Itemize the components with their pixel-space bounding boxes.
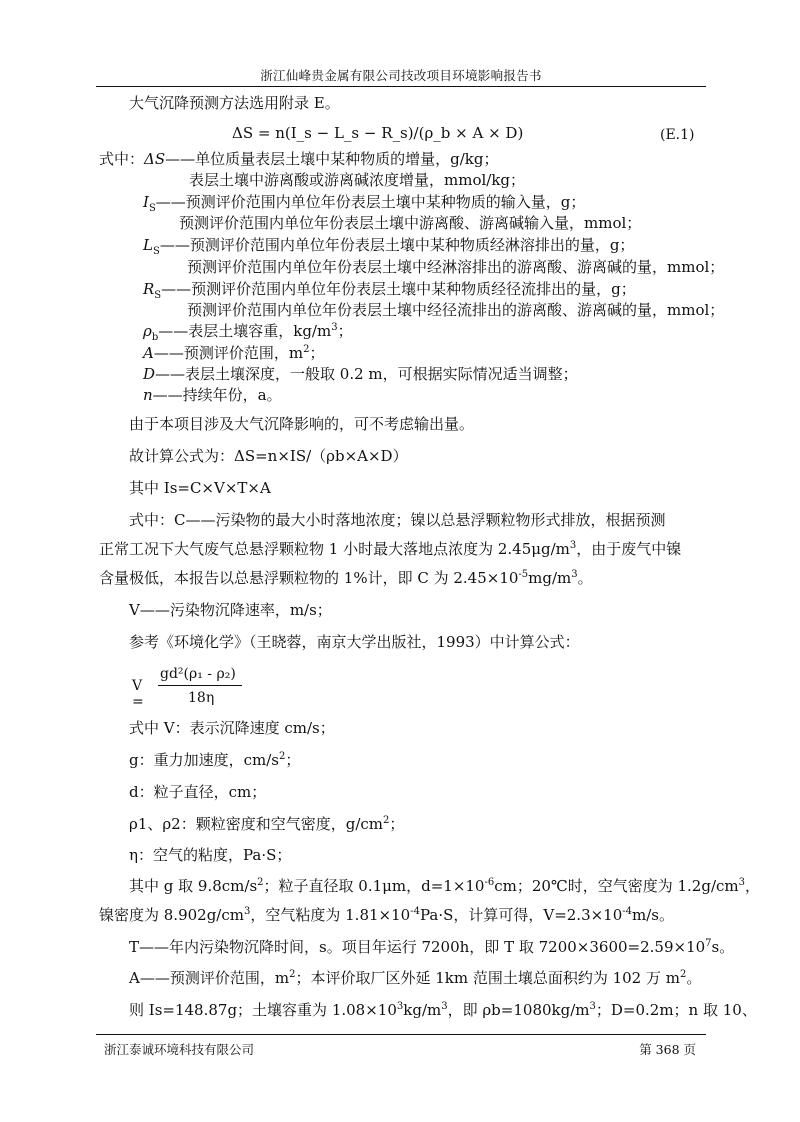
def-end: ；	[309, 344, 325, 362]
superscript: 2	[257, 877, 264, 888]
text: 则 Is=148.87g；土壤容重为 1.08×10	[129, 1001, 397, 1019]
def-symbol: ΔS	[144, 150, 166, 168]
paragraph-a	[129, 969, 701, 987]
superscript: -4	[410, 906, 420, 917]
equation-number: (E.1)	[660, 127, 695, 143]
paragraph-reference: 参考《环境化学》（王晓蓉，南京大学出版社，1993）中计算公式：	[129, 633, 580, 651]
paragraph-values-2	[99, 906, 674, 924]
def-text: ——表层土壤容重，kg/m	[158, 322, 332, 340]
text: g：重力加速度，cm/s	[129, 751, 279, 769]
text: T——年内污染物沉降时间，s。项目年运行 7200h，即 T 取 7200×3600=2.59×10	[129, 938, 706, 956]
text: s。	[711, 938, 735, 956]
text: ；	[285, 751, 301, 769]
superscript: 2	[680, 969, 687, 980]
text: m/s。	[632, 906, 675, 924]
def-subscript: S	[152, 246, 160, 257]
def-symbol: I	[143, 193, 149, 211]
text: 其中 g 取 9.8cm/s	[129, 877, 258, 895]
def-superscript: 3	[331, 322, 338, 333]
text: ；本评价取厂区外延 1km 范围土壤总面积约为 102 万 m	[295, 969, 680, 987]
def-symbol: D	[143, 365, 156, 383]
formula-lhs: V =	[132, 678, 144, 710]
text: 。	[577, 569, 593, 587]
superscript: 3	[569, 540, 577, 551]
text: 镍密度为 8.902g/cm	[99, 906, 244, 924]
paragraph-c-1: 式中：C——污染物的最大小时落地浓度；镍以总悬浮颗粒物形式排放，根据预测	[129, 511, 666, 529]
superscript: 3	[571, 569, 578, 580]
text: ，由于废气中镍	[576, 540, 682, 558]
text: ρ1、ρ2：颗粒密度和空气密度，g/cm	[129, 815, 384, 833]
text: ；粒子直径取 0.1μm，d=1×10	[263, 877, 485, 895]
text: 含量极低，本报告以总悬浮颗粒物的 1%计，即 C 为 2.45×10	[99, 569, 519, 587]
def-symbol: R	[143, 280, 155, 298]
text: cm；20℃时，空气密度为 1.2g/cm	[494, 877, 739, 895]
paragraph-v: V——污染物沉降速率，m/s；	[129, 601, 332, 619]
def-superscript: 2	[303, 344, 310, 355]
def-symbol: A	[143, 344, 154, 362]
superscript: 3	[244, 906, 251, 917]
fraction-bar	[158, 685, 242, 686]
superscript: 2	[383, 815, 390, 826]
superscript: 3	[441, 1001, 448, 1012]
paragraph-output: 由于本项目涉及大气沉降影响的，可不考虑输出量。	[129, 415, 475, 433]
paragraph-eta-def: η：空气的粘度，Pa·S；	[129, 846, 292, 864]
def-is	[143, 193, 586, 214]
paragraph-is: 其中 Is=C×V×T×A	[129, 479, 271, 497]
superscript: 3	[738, 877, 746, 888]
superscript: -6	[484, 877, 495, 888]
text: ；D=0.2m；n 取 10、	[595, 1001, 757, 1019]
def-is-cont: 预测评价范围内单位年份表层土壤中游离酸、游离碱输入量，mmol；	[179, 214, 642, 232]
def-delta-s-cont: 表层土壤中游离酸或游离碱浓度增量，mmol/kg；	[189, 171, 526, 189]
text: 正常工况下大气废气总悬浮颗粒物 1 小时最大落地点浓度为 2.45μg/m	[99, 540, 570, 558]
footer-rule	[96, 1034, 706, 1035]
intro-paragraph: 大气沉降预测方法选用附录 E。	[129, 94, 340, 112]
superscript: 3	[396, 1001, 404, 1012]
def-text: ——单位质量表层土壤中某种物质的增量，g/kg；	[165, 150, 499, 168]
def-ls	[143, 236, 635, 257]
def-rs-cont: 预测评价范围内单位年份表层土壤中经径流排出的游离酸、游离碱的量，mmol；	[187, 301, 725, 319]
text: 。	[686, 969, 702, 987]
superscript: -4	[622, 906, 633, 917]
text: mg/m	[528, 569, 572, 587]
paragraph-v-def: 式中 V：表示沉降速度 cm/s；	[129, 719, 335, 737]
superscript: 2	[289, 969, 296, 980]
paragraph-g-def	[129, 751, 300, 769]
def-delta-s	[99, 150, 498, 168]
page-number: 第 368 页	[639, 1042, 696, 1057]
paragraph-result	[129, 1001, 757, 1019]
def-text: ——预测评价范围内单位年份表层土壤中某种物质的输入量，g；	[155, 193, 586, 211]
superscript: 3	[589, 1001, 596, 1012]
def-text: ——表层土壤深度，一般取 0.2 m，可根据实际情况适当调整；	[155, 365, 578, 383]
text: ，	[745, 877, 761, 895]
paragraph-rho-def	[129, 815, 404, 833]
def-text: ——预测评价范围，m	[153, 344, 304, 362]
def-symbol: ρ	[143, 322, 152, 340]
equation: ΔS = n(I_s − L_s − R_s)/(ρ_b × A × D)	[232, 124, 524, 142]
def-subscript: b	[151, 332, 159, 343]
superscript: 7	[705, 938, 712, 949]
footer-company: 浙江泰诚环境科技有限公司	[104, 1042, 255, 1057]
header-rule	[96, 86, 706, 87]
formula-denominator: 18η	[188, 690, 215, 706]
text: ，即 ρb=1080kg/m	[447, 1001, 590, 1019]
def-d	[143, 365, 578, 383]
paragraph-t	[129, 938, 734, 956]
def-text: ——预测评价范围内单位年份表层土壤中某种物质经淋溶排出的量，g；	[159, 236, 635, 254]
def-n	[143, 386, 282, 404]
text: A——预测评价范围，m	[129, 969, 290, 987]
paragraph-c-3	[99, 569, 593, 587]
superscript: -5	[518, 569, 529, 580]
text: ；	[389, 815, 405, 833]
paragraph-formula: 故计算公式为：ΔS=n×IS/（ρb×A×D）	[129, 447, 408, 465]
paragraph-d-def: d：粒子直径，cm；	[129, 783, 267, 801]
text: Pa·S，计算可得，V=2.3×10	[419, 906, 623, 924]
text: ，空气粘度为 1.81×10	[250, 906, 411, 924]
def-subscript: S	[154, 290, 162, 301]
page-header: 浙江仙峰贵金属有限公司技改项目环境影响报告书	[260, 68, 542, 83]
formula-numerator: gd²(ρ₁ - ρ₂)	[160, 666, 236, 682]
def-symbol: L	[143, 236, 153, 254]
def-ls-cont: 预测评价范围内单位年份表层土壤中经淋溶排出的游离酸、游离碱的量，mmol；	[187, 258, 725, 276]
paragraph-values-1	[129, 877, 760, 895]
def-rs	[143, 280, 636, 301]
def-prefix: 式中：	[99, 150, 145, 168]
paragraph-c-2	[99, 540, 681, 558]
def-symbol: n	[143, 386, 153, 404]
def-rho	[143, 322, 353, 343]
def-end: ；	[337, 322, 353, 340]
text: kg/m	[403, 1001, 442, 1019]
def-a	[143, 344, 324, 362]
superscript: 2	[278, 751, 286, 762]
def-subscript: S	[148, 203, 156, 214]
def-text: ——预测评价范围内单位年份表层土壤中某种物质经径流排出的量，g；	[161, 280, 636, 298]
def-text: ——持续年份，a。	[152, 386, 282, 404]
